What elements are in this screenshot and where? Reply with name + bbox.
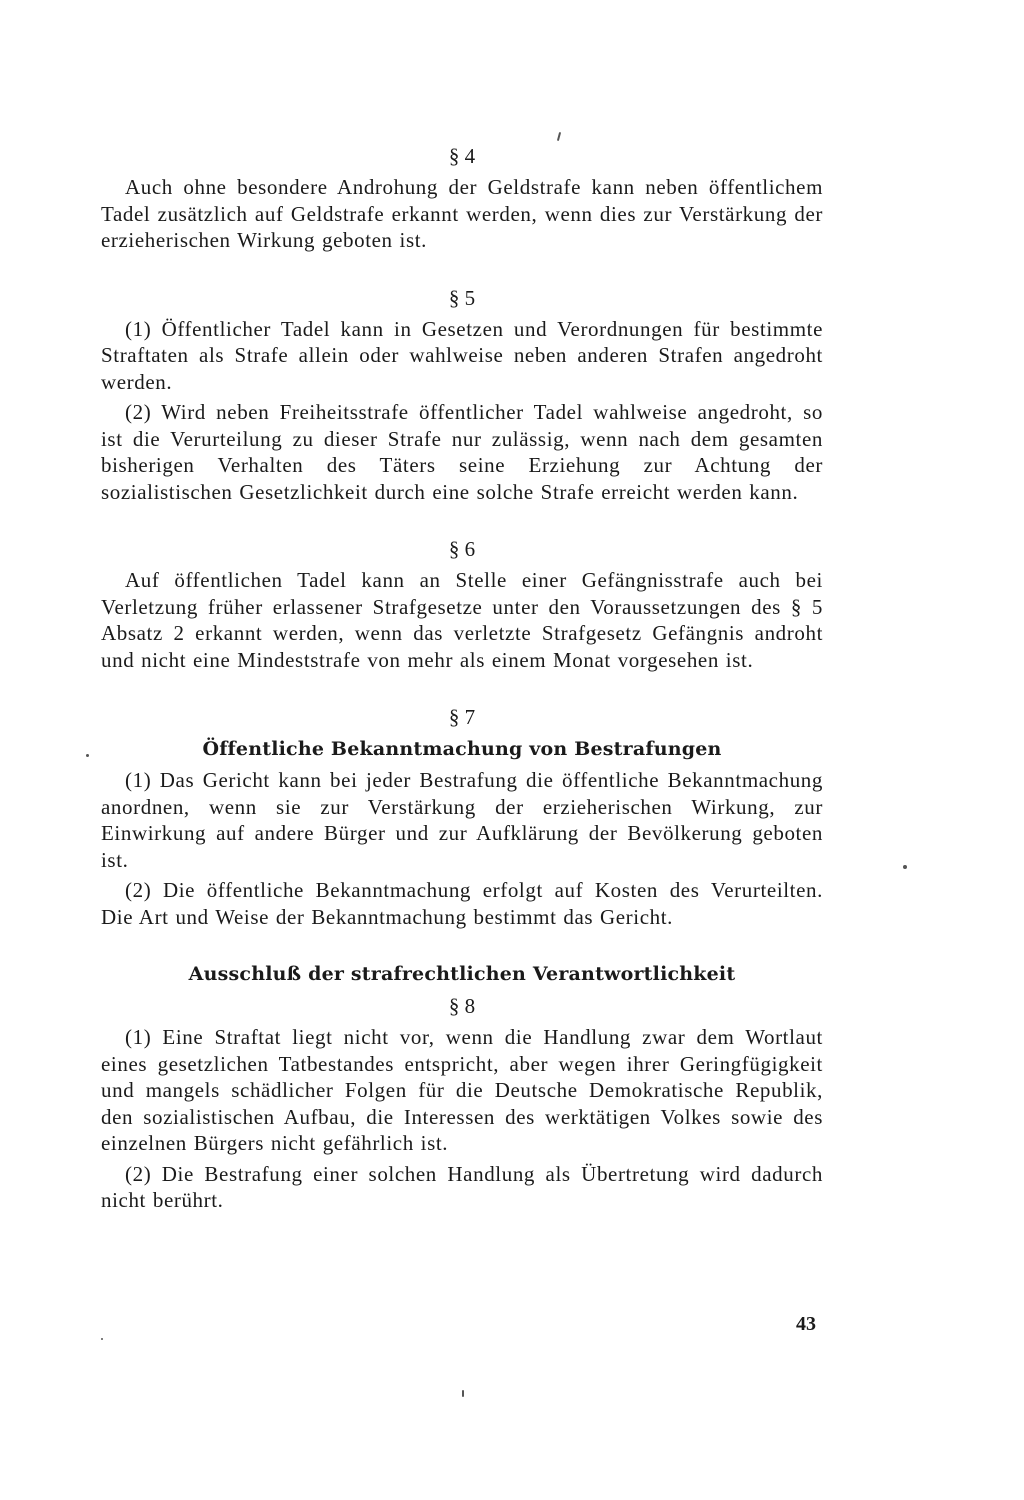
- scan-speck: [903, 865, 907, 869]
- scan-speck: [86, 754, 89, 757]
- page-body: [101, 142, 823, 1244]
- section-8: [101, 960, 823, 1214]
- section-7: [101, 703, 823, 930]
- scan-speck: [557, 132, 561, 141]
- paragraph: (1) Öffentlicher Tadel kann in Gesetzen und Verordnungen für bestimmte Straftaten als Strafe allein oder wahlweise neben anderen Strafen angedroht werden.: [101, 316, 823, 394]
- section-sign: § 7: [448, 705, 476, 729]
- paragraph: (1) Das Gericht kann bei jeder Bestrafung die öffentliche Bekanntmachung anordnen, wenn sie zur Verstärkung der erzieherischen Wirkung, zur Einwirkung auf andere Bürger und zur Aufklärung der Bevölkerung geboten ist.: [101, 768, 823, 872]
- section-6: [101, 535, 823, 673]
- scan-speck: [462, 1390, 464, 1397]
- section-heading: Öffentliche Bekanntmachung von Bestrafungen: [202, 738, 722, 760]
- paragraph: (2) Wird neben Freiheitsstrafe öffentlicher Tadel wahlweise angedroht, so ist die Verurteilung zu dieser Strafe nur zulässig, wenn nach dem gesamten bisherigen Verhalten des Täters seine Erziehung zur Achtung der sozialistischen Gesetzlichkeit durch eine solche Strafe erreicht werden kann.: [101, 400, 823, 504]
- section-4: [101, 142, 823, 254]
- section-sign: § 4: [448, 144, 476, 168]
- paragraph: Auch ohne besondere Androhung der Geldstrafe kann neben öffentlichem Tadel zusätzlich auf Geldstrafe erkannt werden, wenn dies zur Verstärkung der erzieherischen Wirkung geboten ist.: [101, 175, 823, 252]
- section-sign: § 6: [448, 537, 476, 561]
- section-5: [101, 284, 823, 506]
- section-sign: § 5: [448, 285, 476, 310]
- section-sign: § 8: [448, 994, 476, 1018]
- paragraph: (1) Eine Straftat liegt nicht vor, wenn die Handlung zwar dem Wortlaut eines gesetzlichen Tatbestandes entspricht, aber wegen ihrer Geringfügigkeit und mangels schädlicher Folgen für die Deutsche Demokratische Republik, den sozialistischen Aufbau, die Interessen des werktätigen Volkes sowie des einzelnen Bürgers nicht gefährlich ist.: [101, 1025, 823, 1155]
- paragraph: Auf öffentlichen Tadel kann an Stelle einer Gefängnisstrafe auch bei Verletzung früher erlassener Strafgesetze unter den Voraussetzungen des § 5 Absatz 2 erkannt werden, wenn das verletzte Strafgesetz Gefängnis androht und nicht eine Mindeststrafe von mehr als einem Monat vorgesehen ist.: [101, 568, 823, 672]
- section-heading: Ausschluß der strafrechtlichen Verantwortlichkeit: [188, 963, 736, 985]
- page-number: 43: [796, 1313, 816, 1335]
- scan-speck: [101, 1338, 103, 1340]
- paragraph: (2) Die öffentliche Bekanntmachung erfolgt auf Kosten des Verurteilten. Die Art und Weise der Bekanntmachung bestimmt das Gericht.: [101, 878, 823, 929]
- paragraph: (2) Die Bestrafung einer solchen Handlung als Übertretung wird dadurch nicht berührt.: [101, 1161, 823, 1212]
